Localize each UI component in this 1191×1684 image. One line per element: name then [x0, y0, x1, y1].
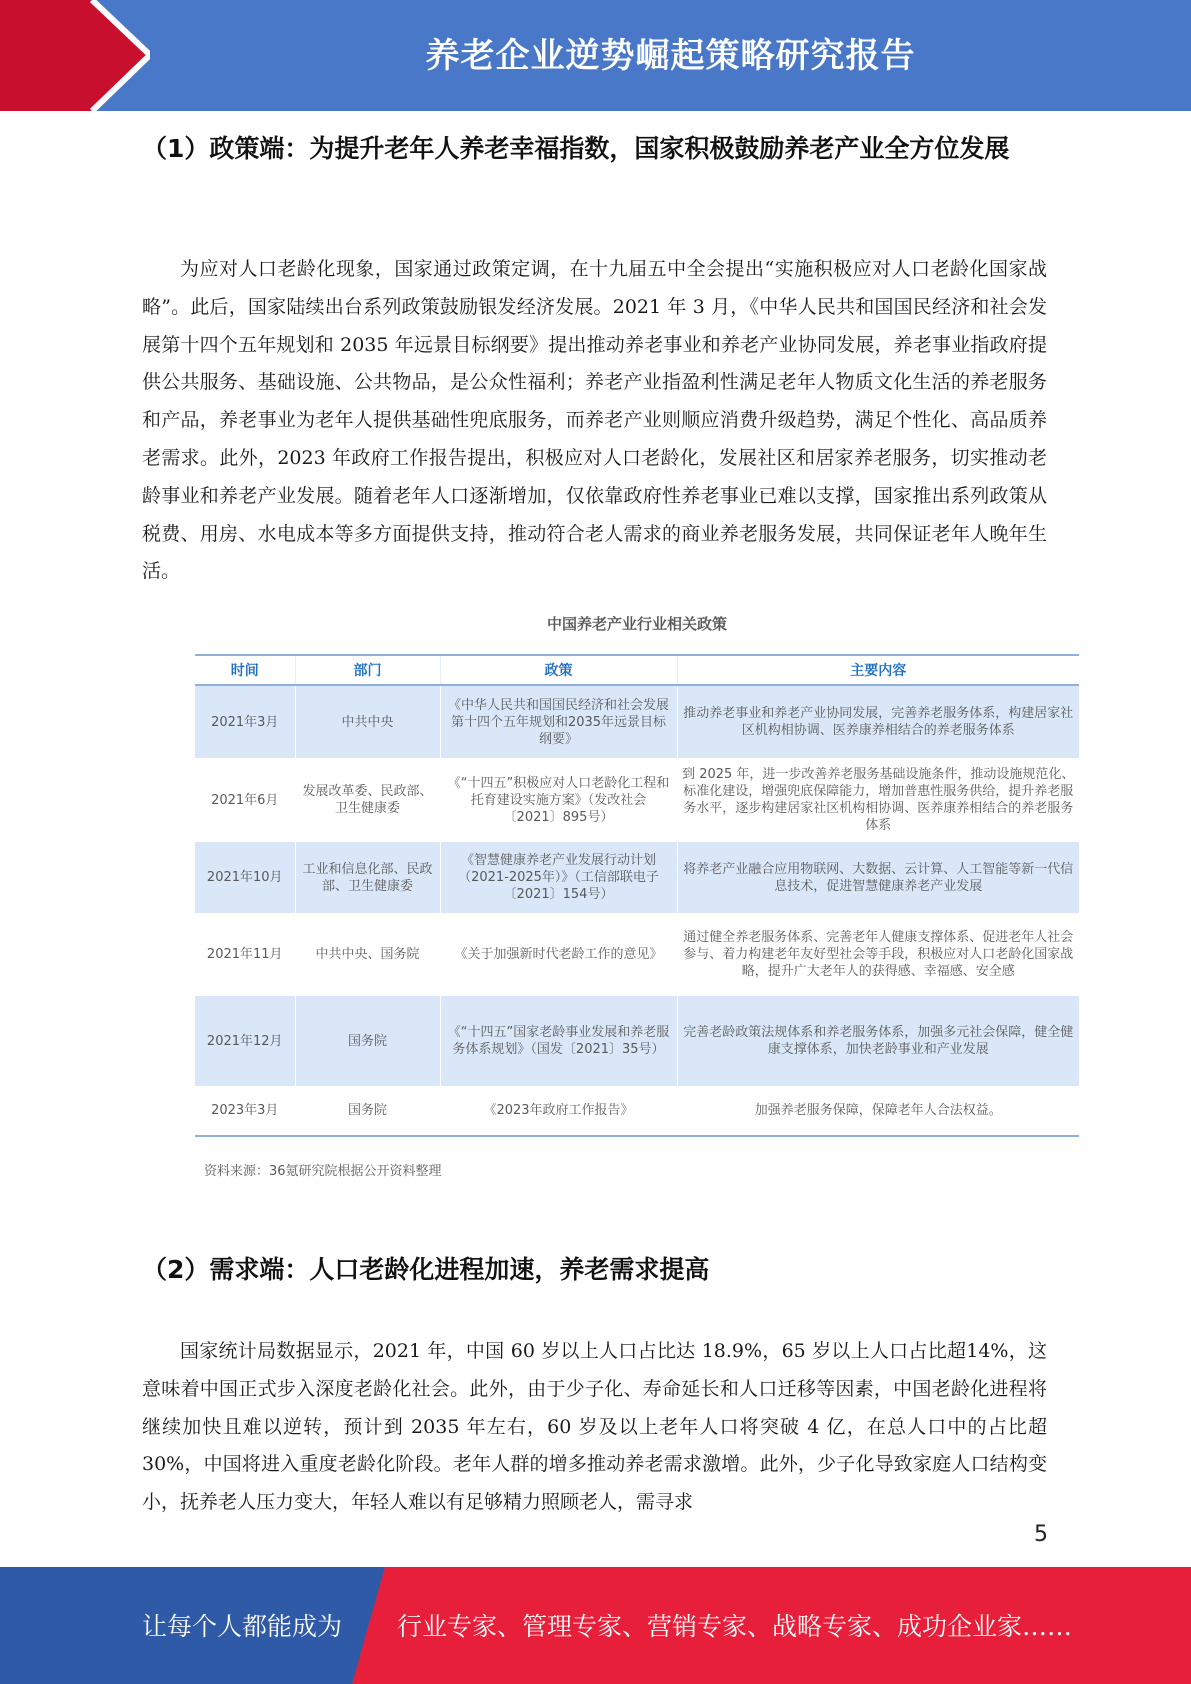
cell-time: 2021年12月 — [195, 996, 295, 1086]
table-row — [195, 913, 1079, 996]
cell-department: 国务院 — [295, 1086, 440, 1136]
table-row — [195, 996, 1079, 1086]
table-row — [195, 685, 1079, 758]
header-red-chevron-icon — [0, 0, 150, 111]
cell-department: 国务院 — [295, 996, 440, 1086]
cell-department: 发展改革委、民政部、卫生健康委 — [295, 758, 440, 842]
table-row — [195, 842, 1079, 913]
section-heading-demand: （2）需求端：人口老龄化进程加速，养老需求提高 — [142, 1255, 710, 1284]
cell-department: 中共中央 — [295, 685, 440, 758]
section-heading-policy: （1）政策端：为提升老年人养老幸福指数，国家积极鼓励养老产业全方位发展 — [142, 134, 1010, 163]
cell-content: 推动养老事业和养老产业协同发展，完善养老服务体系，构建居家社区机构相协调、医养康养相结合的养老服务体系 — [677, 685, 1079, 758]
footer-slogan-left: 让每个人都能成为 — [142, 1612, 343, 1641]
policy-table — [195, 654, 1079, 1137]
table-row — [195, 1086, 1079, 1136]
cell-content: 到 2025 年，进一步改善养老服务基础设施条件，推动设施规范化、标准化建设，增强兜底保障能力，增加普惠性服务供给，提升养老服务水平，逐步构建居家社区机构相协调、医养康养相结合的养老服务体系 — [677, 758, 1079, 842]
cell-content: 将养老产业融合应用物联网、大数据、云计算、人工智能等新一代信息技术，促进智慧健康养老产业发展 — [677, 842, 1079, 913]
cell-content: 完善老龄政策法规体系和养老服务体系，加强多元社会保障，健全健康支撑体系，加快老龄事业和产业发展 — [677, 996, 1079, 1086]
footer-slogan-right: 行业专家、管理专家、营销专家、战略专家、成功企业家…… — [397, 1612, 1073, 1641]
cell-time: 2021年10月 — [195, 842, 295, 913]
section-paragraph-demand: 国家统计局数据显示，2021 年，中国 60 岁以上人口占比达 18.9%，65 岁以上人口占比超14%，这意味着中国正式步入深度老龄化社会。此外，由于少子化、寿命延长和人口迁移等因素，中国老龄化进程将继续加快且难以逆转，预计到 2035 年左右，60 岁及以上老年人口将突破 4 亿，在总人口中的占比超 30%，中国将进入重度老龄化阶段。老年人群的增多推动养老需求激增。此外，少子化导致家庭人口结构变小，抚养老人压力变大，年轻人难以有足够精力照顾老人，需寻求 — [142, 1340, 1047, 1514]
column-header-policy: 政策 — [440, 655, 677, 685]
figure-title: 中国养老产业行业相关政策 — [546, 615, 727, 633]
figure-source-note: 资料来源：36氪研究院根据公开资料整理 — [204, 1164, 442, 1179]
section-paragraph-policy: 为应对人口老龄化现象，国家通过政策定调，在十九届五中全会提出“实施积极应对人口老龄化国家战略”。此后，国家陆续出台系列政策鼓励银发经济发展。2021 年 3 月，《中华人民共和国国民经济和社会发展第十四个五年规划和 2035 年远景目标纲要》提出推动养老事业和养老产业协同发展，养老事业指政府提供公共服务、基础设施、公共物品，是公众性福利；养老产业指盈利性满足老年人物质文化生活的养老服务和产品，养老事业为老年人提供基础性兜底服务，而养老产业则顺应消费升级趋势，满足个性化、高品质养老需求。此外，2023 年政府工作报告提出，积极应对人口老龄化，发展社区和居家养老服务，切实推动老龄事业和养老产业发展。随着老年人口逐渐增加，仅依靠政府性养老事业已难以支撑，国家推出系列政策从税费、用房、水电成本等多方面提供支持，推动符合老人需求的商业养老服务发展，共同保证老年人晚年生活。 — [142, 258, 1047, 583]
column-header-department: 部门 — [295, 655, 440, 685]
table-header-row — [195, 655, 1079, 685]
cell-content: 加强养老服务保障，保障老年人合法权益。 — [677, 1086, 1079, 1136]
cell-policy: 《2023年政府工作报告》 — [440, 1086, 677, 1136]
column-header-time: 时间 — [195, 655, 295, 685]
table-row — [195, 758, 1079, 842]
cell-content: 通过健全养老服务体系、完善老年人健康支撑体系、促进老年人社会参与、着力构建老年友好型社会等手段，积极应对人口老龄化国家战略，提升广大老年人的获得感、幸福感、安全感 — [677, 913, 1079, 996]
cell-policy: 《关于加强新时代老龄工作的意见》 — [440, 913, 677, 996]
cell-policy: 《“十四五”积极应对人口老龄化工程和托育建设实施方案》（发改社会〔2021〕895号） — [440, 758, 677, 842]
page-number: 5 — [1034, 1522, 1048, 1547]
page-footer — [0, 1567, 1191, 1684]
report-title: 养老企业逆势崛起策略研究报告 — [425, 36, 916, 76]
cell-policy: 《智慧健康养老产业发展行动计划（2021-2025年）》（工信部联电子〔2021〕154号） — [440, 842, 677, 913]
cell-time: 2021年3月 — [195, 685, 295, 758]
cell-time: 2021年6月 — [195, 758, 295, 842]
cell-time: 2021年11月 — [195, 913, 295, 996]
column-header-content: 主要内容 — [677, 655, 1079, 685]
cell-policy: 《“十四五”国家老龄事业发展和养老服务体系规划》（国发〔2021〕35号） — [440, 996, 677, 1086]
page-header — [0, 0, 1191, 111]
cell-time: 2023年3月 — [195, 1086, 295, 1136]
cell-department: 中共中央、国务院 — [295, 913, 440, 996]
cell-department: 工业和信息化部、民政部、卫生健康委 — [295, 842, 440, 913]
cell-policy: 《中华人民共和国国民经济和社会发展第十四个五年规划和2035年远景目标纲要》 — [440, 685, 677, 758]
